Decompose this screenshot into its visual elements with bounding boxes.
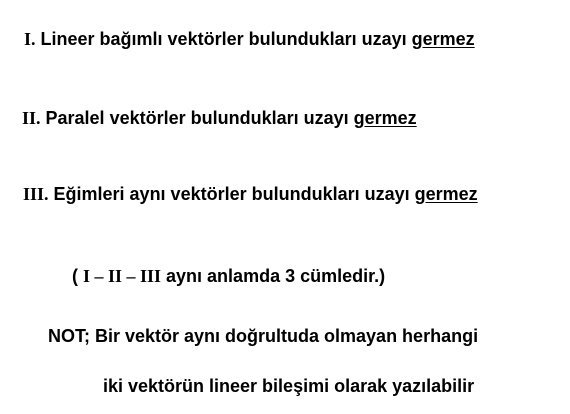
summary-text: aynı anlamda 3 cümledir.) xyxy=(161,266,386,286)
statement-1-numeral: I. xyxy=(24,29,36,49)
statement-1-text: Lineer bağımlı vektörler bulundukları uzayı xyxy=(35,29,412,49)
statement-2 xyxy=(22,107,417,129)
statement-2-numeral: II. xyxy=(22,108,41,128)
note-line-1: NOT; Bir vektör aynı doğrultuda olmayan herhangi xyxy=(48,326,479,346)
note-line-2: iki vektörün lineer bileşimi olarak yazılabilir xyxy=(103,376,475,396)
summary-open: ( xyxy=(72,266,83,286)
statement-3-numeral: III. xyxy=(23,184,49,204)
summary-numerals: I – II – III xyxy=(83,266,162,286)
statement-2-text: Paralel vektörler bulundukları uzayı xyxy=(40,108,354,128)
statement-1-emphasis: germez xyxy=(411,29,475,49)
statement-2-emphasis: germez xyxy=(353,108,417,128)
statement-3-emphasis: germez xyxy=(414,184,478,204)
statement-3-text: Eğimleri aynı vektörler bulundukları uzayı xyxy=(48,184,415,204)
summary-line xyxy=(72,265,385,287)
statement-3 xyxy=(23,183,478,205)
statement-1 xyxy=(24,28,475,50)
